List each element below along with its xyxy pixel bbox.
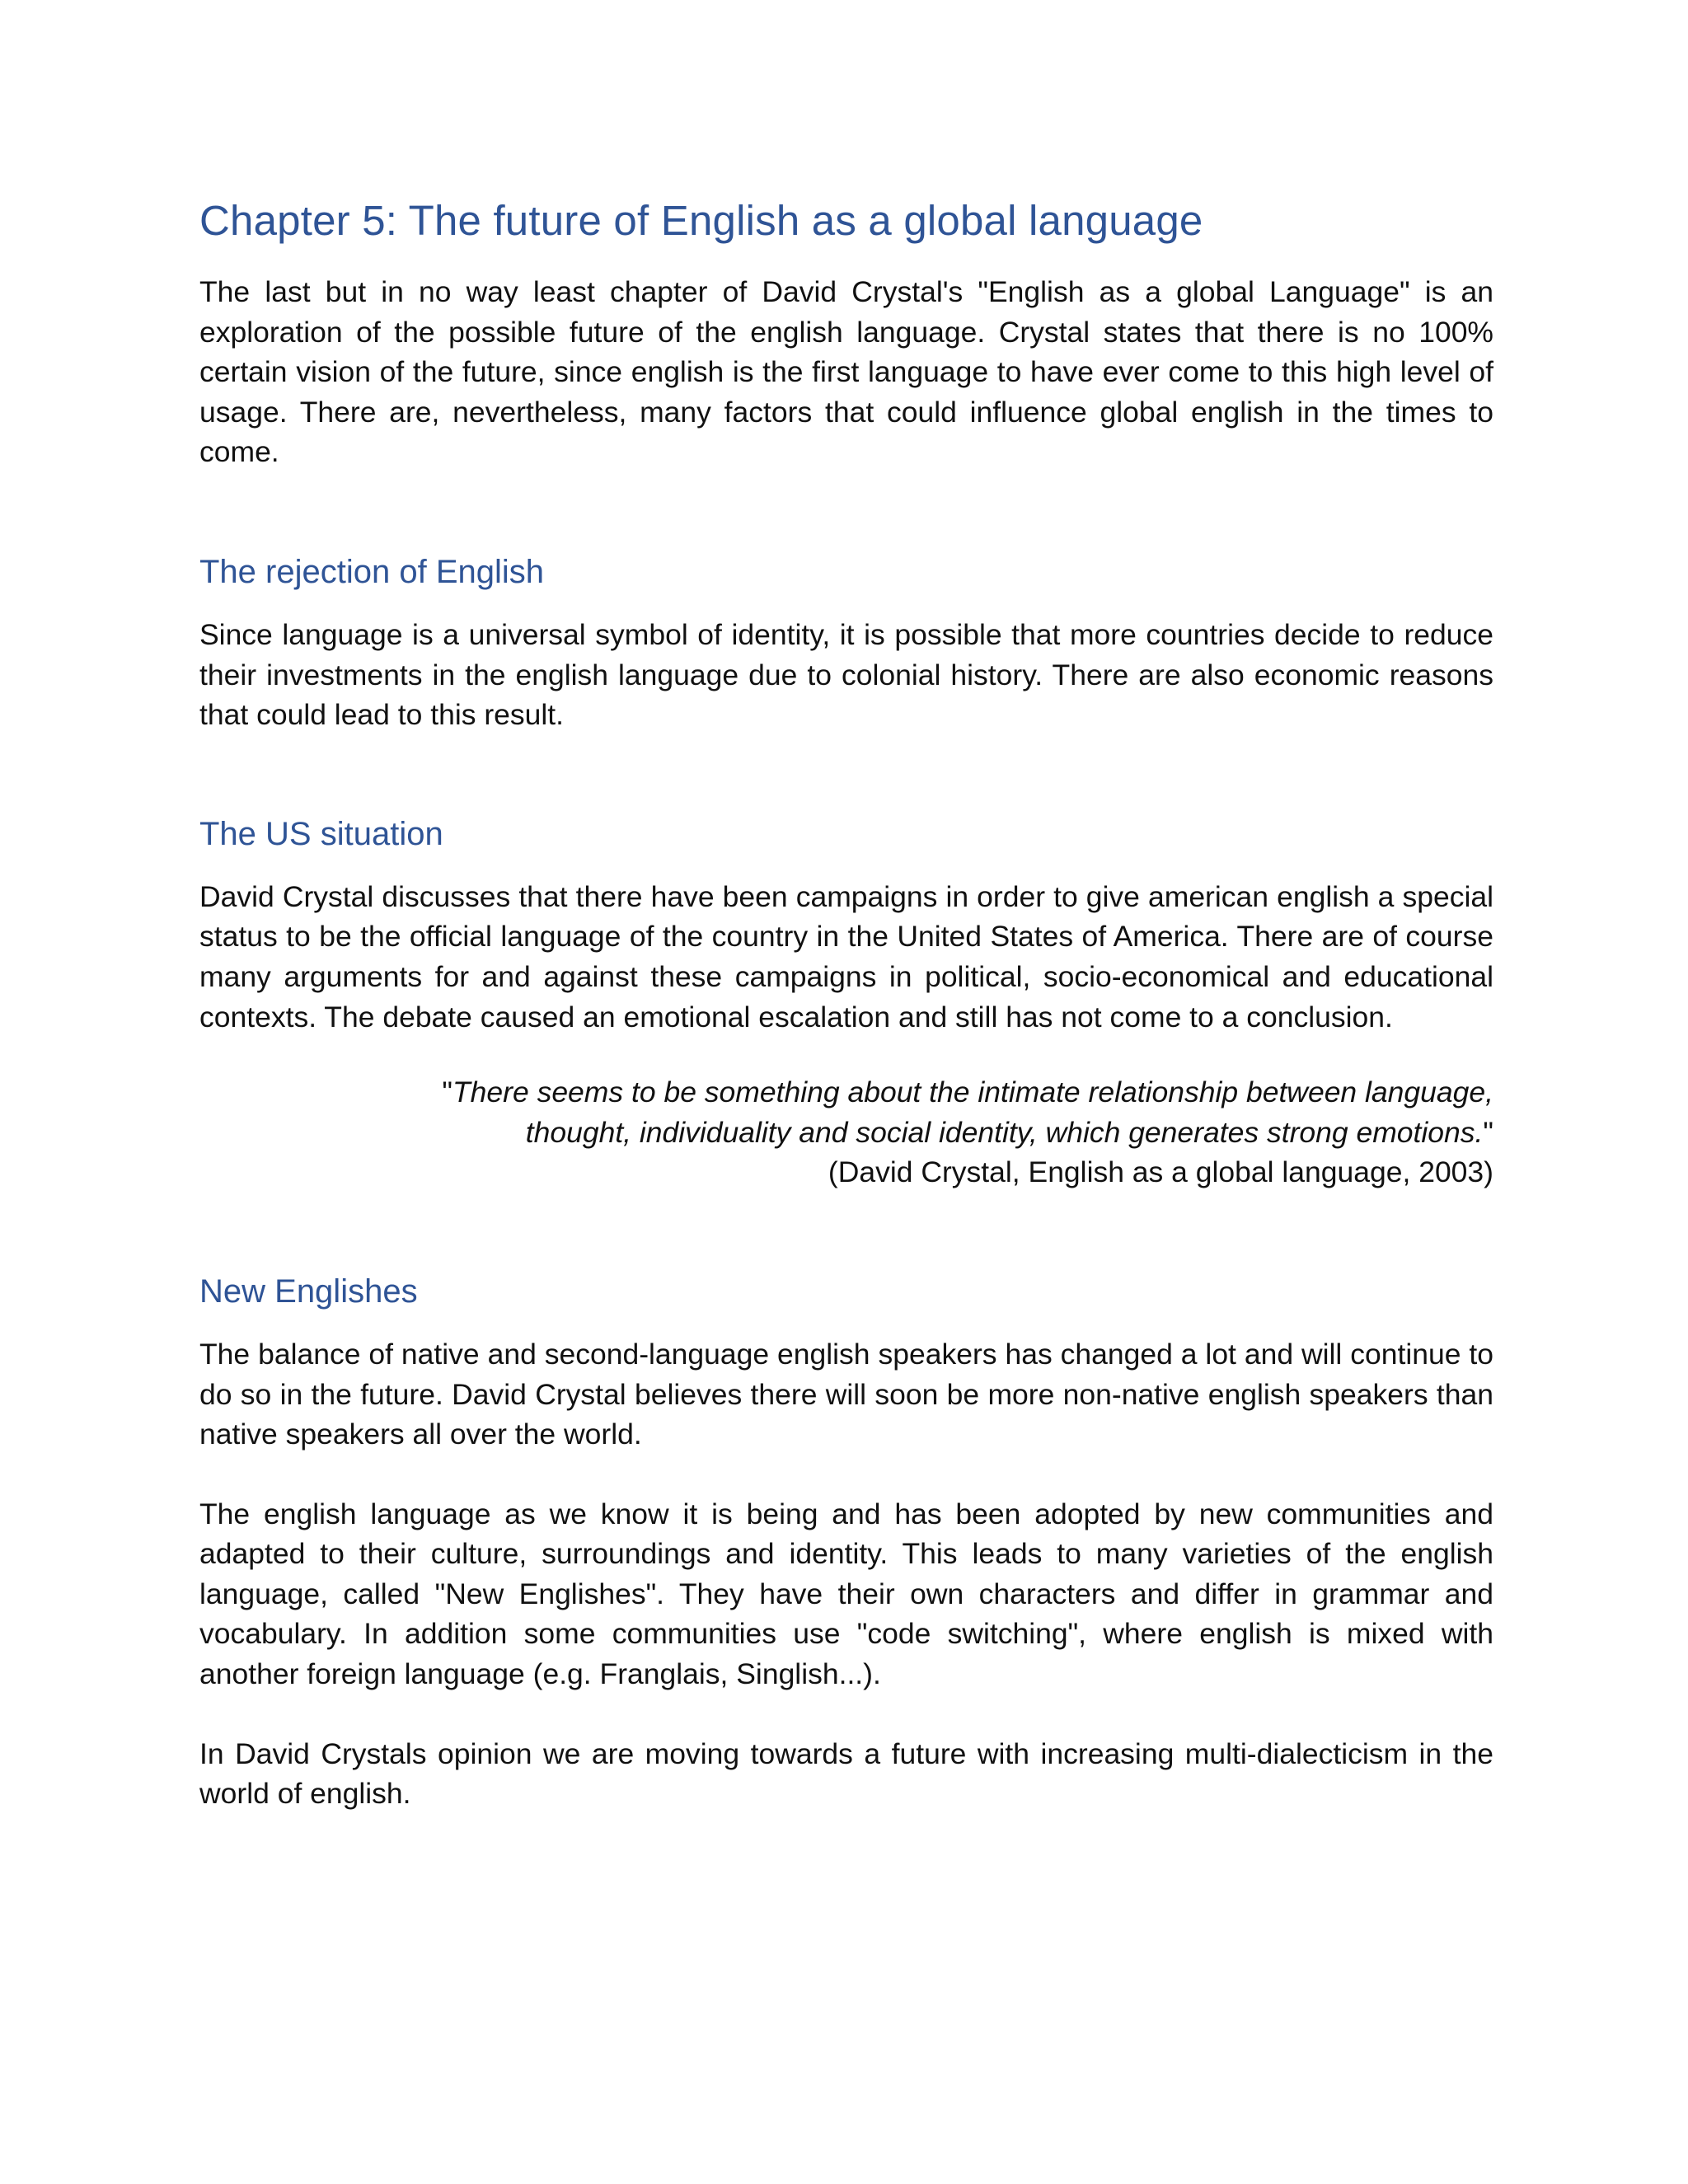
section-paragraph-new-englishes-2: The english language as we know it is being and has been adopted by new communities and adapted to their culture, surroundings and identity. This leads to many varieties of the english language, called "New Englishes". They have their own characters and differ in grammar and vocabulary. In addition some communities use "code switching", where english is mixed with another foreign language (e.g. Franglais, Singlish...). — [199, 1497, 1493, 1691]
section-paragraph-new-englishes-3: In David Crystals opinion we are moving towards a future with increasing multi-dialecticism in the world of english. — [199, 1736, 1493, 1811]
quote-citation: (David Crystal, English as a global language, 2003) — [828, 1155, 1493, 1189]
section-title-us-situation: The US situation — [199, 815, 443, 852]
section-paragraph-rejection: Since language is a universal symbol of identity, it is possible that more countries decide to reduce their investments in the english language due to colonial history. There are also economic reasons that could lead to this result. — [199, 617, 1493, 732]
document-content — [199, 191, 1493, 1814]
quote-text-line-2: thought, individuality and social identity, which generates strong emotions. — [525, 1115, 1484, 1149]
quote-open-mark: " — [442, 1076, 452, 1109]
section-paragraph-new-englishes-1: The balance of native and second-language english speakers has changed a lot and will continue to do so in the future. David Crystal believes there will soon be more non-native english speakers than native speakers all over the world. — [199, 1337, 1493, 1451]
intro-paragraph: The last but in no way least chapter of David Crystal's "English as a global Language" is an exploration of the possible future of the english language. Crystal states that there is no 100% certain vision of the future, since english is the first language to have ever come to this high level of usage. There are, nevertheless, many factors that could influence global english in the times to come. — [199, 275, 1493, 469]
quote-line-1 — [199, 1072, 1493, 1113]
quote-line-2 — [199, 1113, 1493, 1153]
block-quote — [199, 1072, 1493, 1193]
chapter-title: Chapter 5: The future of English as a global language — [199, 197, 1203, 244]
quote-text-line-1: There seems to be something about the intimate relationship between language, — [452, 1076, 1493, 1109]
section-paragraph-us-situation: David Crystal discusses that there have been campaigns in order to give american english a special status to be the official language of the country in the United States of America. There are of course many arguments for and against these campaigns in political, socio-economical and educational contexts. The debate caused an emotional escalation and still has not come to a conclusion. — [199, 879, 1493, 1033]
quote-close-mark: " — [1483, 1115, 1493, 1149]
section-title-new-englishes: New Englishes — [199, 1272, 418, 1310]
section-title-rejection: The rejection of English — [199, 553, 545, 590]
